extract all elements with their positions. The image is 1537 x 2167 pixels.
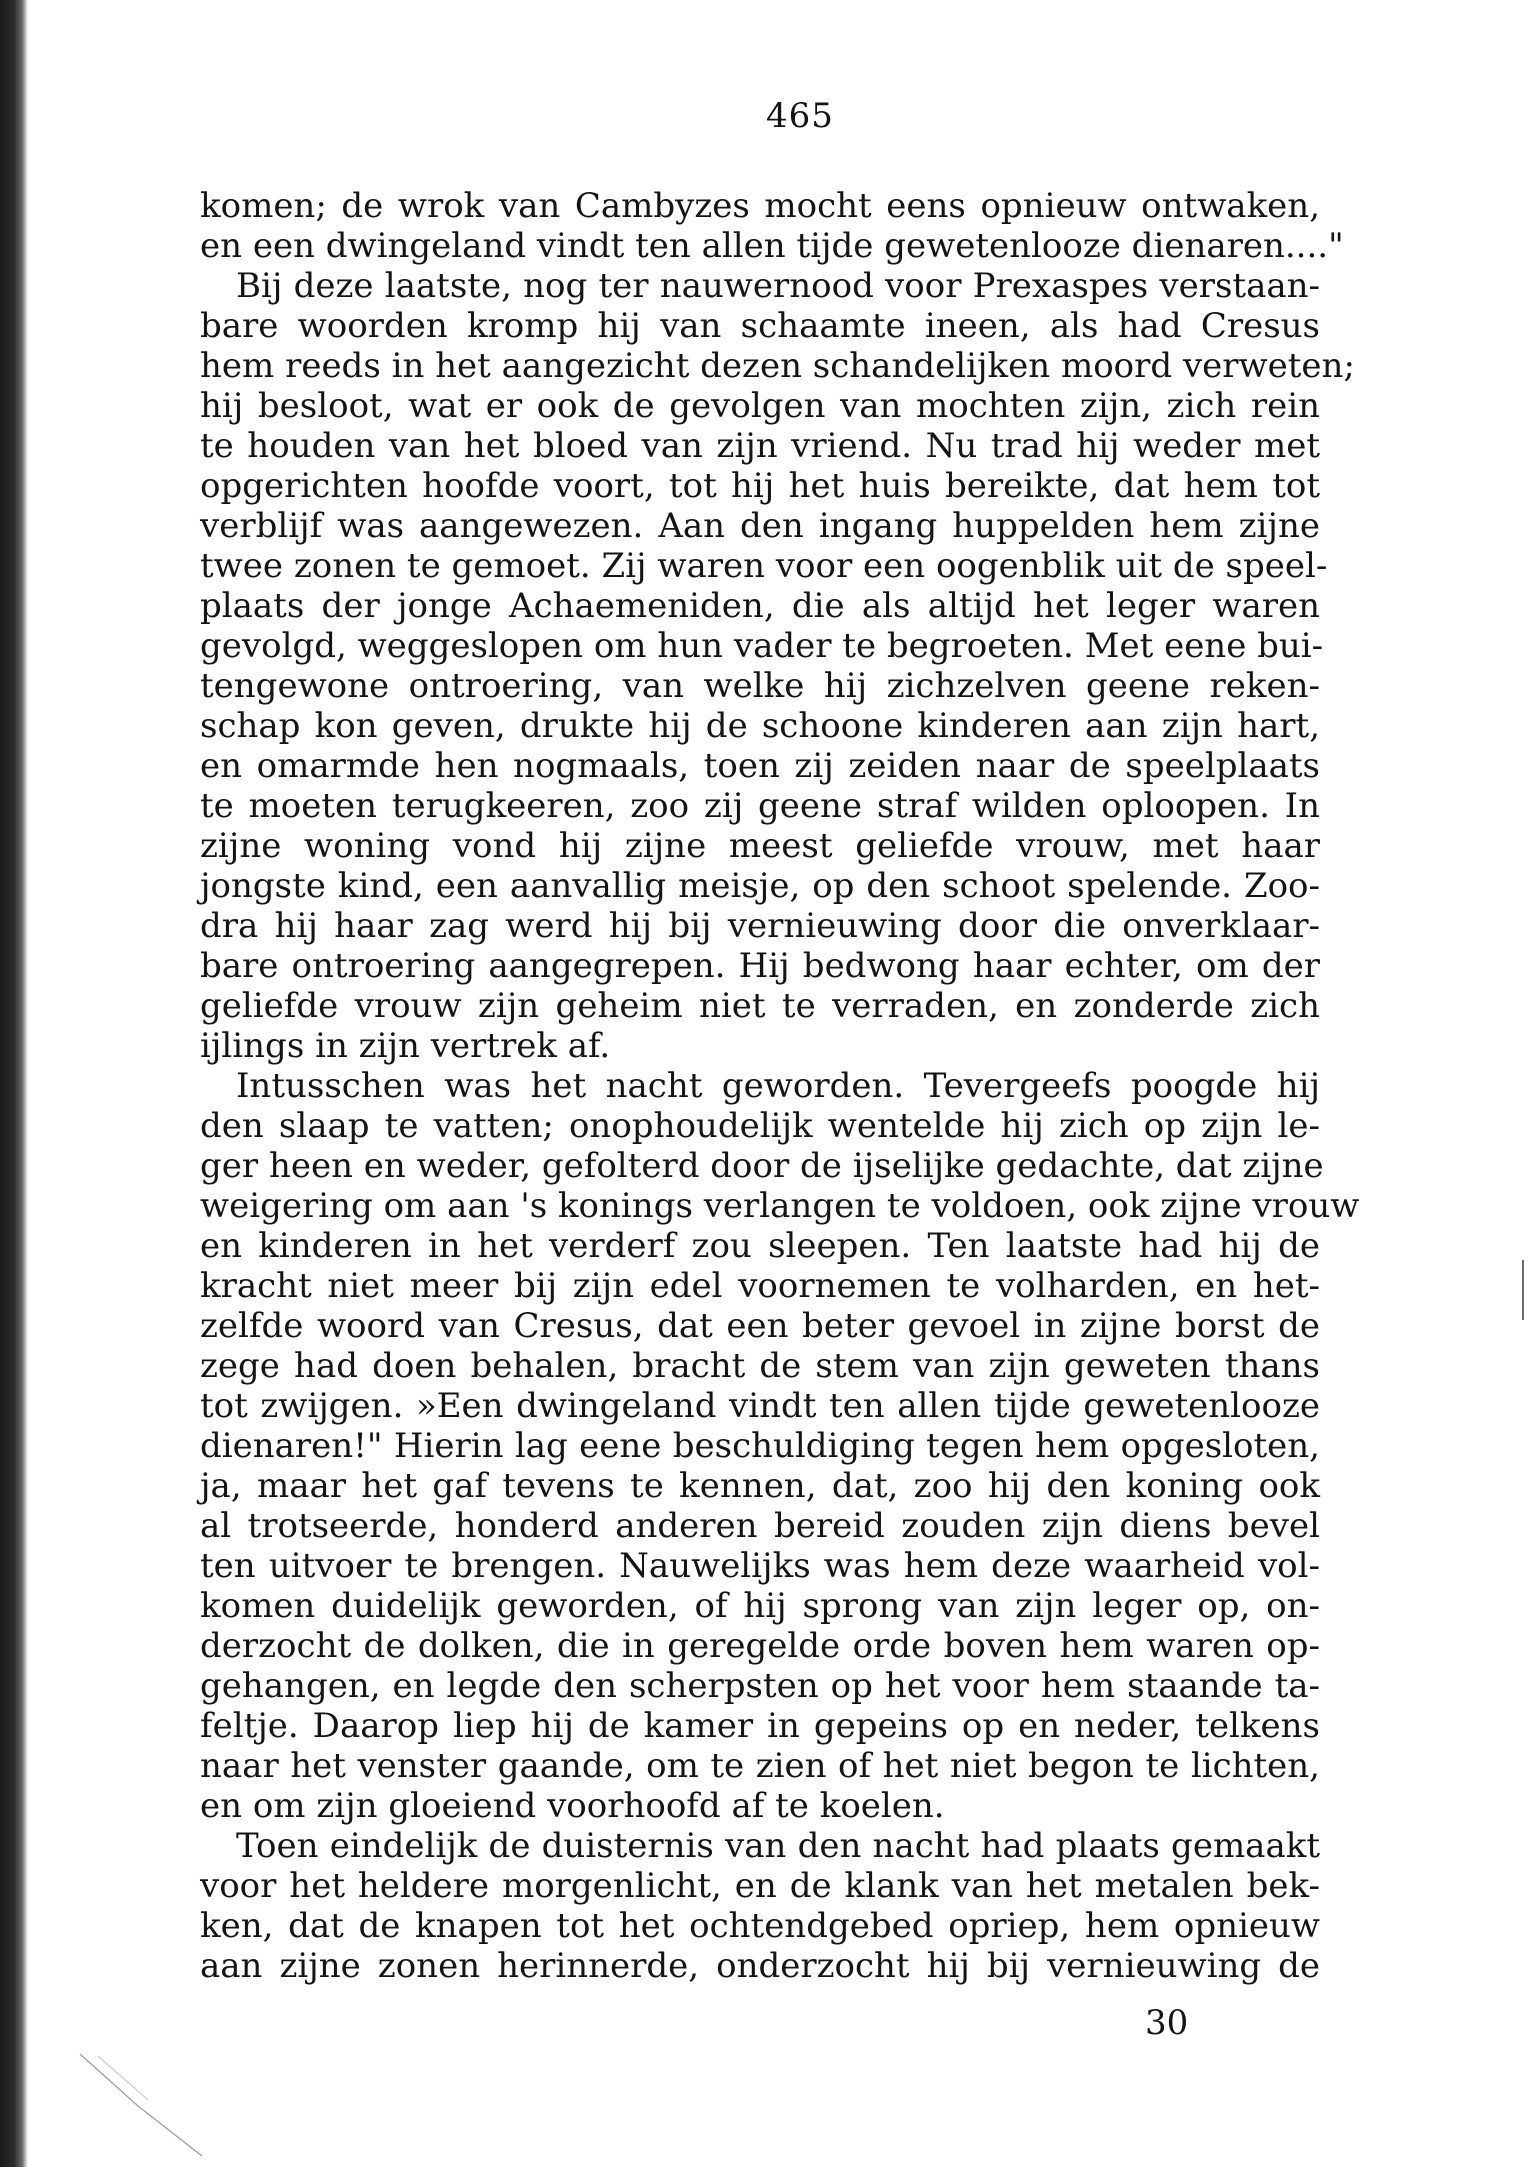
- text-line: ten uitvoer te brengen. Nauwelijks was hem deze waarheid vol-: [200, 1546, 1320, 1586]
- text-line: dra hij haar zag werd hij bij vernieuwing door die onverklaar-: [200, 906, 1320, 946]
- text-line: verblijf was aangewezen. Aan den ingang huppelden hem zijne: [200, 506, 1320, 546]
- text-line: hij besloot, wat er ook de gevolgen van mochten zijn, zich rein: [200, 386, 1320, 426]
- text-line: opgerichten hoofde voort, tot hij het huis bereikte, dat hem tot: [200, 466, 1320, 506]
- scan-artifact-corner: [78, 2050, 208, 2160]
- text-line: bare ontroering aangegrepen. Hij bedwong haar echter, om der: [200, 946, 1320, 986]
- text-line: Intusschen was het nacht geworden. Tevergeefs poogde hij: [236, 1066, 1320, 1106]
- text-line: bare woorden kromp hij van schaamte ineen, als had Cresus: [200, 306, 1320, 346]
- text-line: gehangen, en legde den scherpsten op het voor hem staande ta-: [200, 1666, 1320, 1706]
- text-line: gevolgd, weggeslopen om hun vader te begroeten. Met eene bui-: [200, 626, 1324, 666]
- text-line: zelfde woord van Cresus, dat een beter gevoel in zijne borst de: [200, 1306, 1320, 1346]
- text-line: plaats der jonge Achaemeniden, die als altijd het leger waren: [200, 586, 1320, 626]
- text-line: naar het venster gaande, om te zien of het niet begon te lichten,: [200, 1746, 1320, 1786]
- text-line: Bij deze laatste, nog ter nauwernood voor Prexaspes verstaan-: [236, 266, 1320, 306]
- text-line: en een dwingeland vindt ten allen tijde gewetenlooze dienaren....": [200, 226, 1344, 266]
- text-line: te houden van het bloed van zijn vriend. Nu trad hij weder met: [200, 426, 1320, 466]
- text-line: weigering om aan 's konings verlangen te voldoen, ook zijne vrouw: [200, 1186, 1360, 1226]
- text-line: Toen eindelijk de duisternis van den nacht had plaats gemaakt: [236, 1826, 1320, 1866]
- page-content: [200, 96, 1360, 1986]
- text-line: ja, maar het gaf tevens te kennen, dat, zoo hij den koning ook: [200, 1466, 1320, 1506]
- text-line: komen duidelijk geworden, of hij sprong van zijn leger op, on-: [200, 1586, 1320, 1626]
- text-line: tot zwijgen. »Een dwingeland vindt ten allen tijde gewetenlooze: [200, 1386, 1320, 1426]
- text-line: derzocht de dolken, die in geregelde orde boven hem waren op-: [200, 1626, 1320, 1666]
- text-line: en omarmde hen nogmaals, toen zij zeiden naar de speelplaats: [200, 746, 1320, 786]
- text-line: tengewone ontroering, van welke hij zichzelven geene reken-: [200, 666, 1320, 706]
- text-line: dienaren!" Hierin lag eene beschuldiging tegen hem opgesloten,: [200, 1426, 1320, 1466]
- text-line: en om zijn gloeiend voorhoofd af te koelen.: [200, 1786, 945, 1826]
- text-line: jongste kind, een aanvallig meisje, op den schoot spelende. Zoo-: [200, 866, 1320, 906]
- signature-mark: 30: [1145, 2003, 1189, 2043]
- text-line: voor het heldere morgenlicht, en de klank van het metalen bek-: [200, 1866, 1320, 1906]
- text-line: kracht niet meer bij zijn edel voornemen te volharden, en het-: [200, 1266, 1320, 1306]
- text-line: te moeten terugkeeren, zoo zij geene straf wilden oploopen. In: [200, 786, 1320, 826]
- book-binding-edge: [0, 0, 28, 2167]
- body-text: [200, 186, 1360, 1986]
- text-line: aan zijne zonen herinnerde, onderzocht hij bij vernieuwing de: [200, 1946, 1320, 1986]
- text-line: en kinderen in het verderf zou sleepen. Ten laatste had hij de: [200, 1226, 1320, 1266]
- text-line: ken, dat de knapen tot het ochtendgebed opriep, hem opnieuw: [200, 1906, 1320, 1946]
- text-line: twee zonen te gemoet. Zij waren voor een oogenblik uit de speel-: [200, 546, 1328, 586]
- text-line: den slaap te vatten; onophoudelijk wentelde hij zich op zijn le-: [200, 1106, 1320, 1146]
- scan-artifact-edge: [1520, 1260, 1526, 1320]
- text-line: ger heen en weder, gefolterd door de ijselijke gedachte, dat zijne: [200, 1146, 1324, 1186]
- text-line: hem reeds in het aangezicht dezen schandelijken moord verweten;: [200, 346, 1355, 386]
- text-line: geliefde vrouw zijn geheim niet te verraden, en zonderde zich: [200, 986, 1320, 1026]
- text-line: komen; de wrok van Cambyzes mocht eens opnieuw ontwaken,: [200, 186, 1320, 226]
- text-line: al trotseerde, honderd anderen bereid zouden zijn diens bevel: [200, 1506, 1320, 1546]
- text-line: zijne woning vond hij zijne meest geliefde vrouw, met haar: [200, 826, 1320, 866]
- page-number: 465: [766, 96, 834, 136]
- text-line: schap kon geven, drukte hij de schoone kinderen aan zijn hart,: [200, 706, 1320, 746]
- text-line: ijlings in zijn vertrek af.: [200, 1026, 611, 1066]
- text-line: feltje. Daarop liep hij de kamer in gepeins op en neder, telkens: [200, 1706, 1320, 1746]
- text-line: zege had doen behalen, bracht de stem van zijn geweten thans: [200, 1346, 1320, 1386]
